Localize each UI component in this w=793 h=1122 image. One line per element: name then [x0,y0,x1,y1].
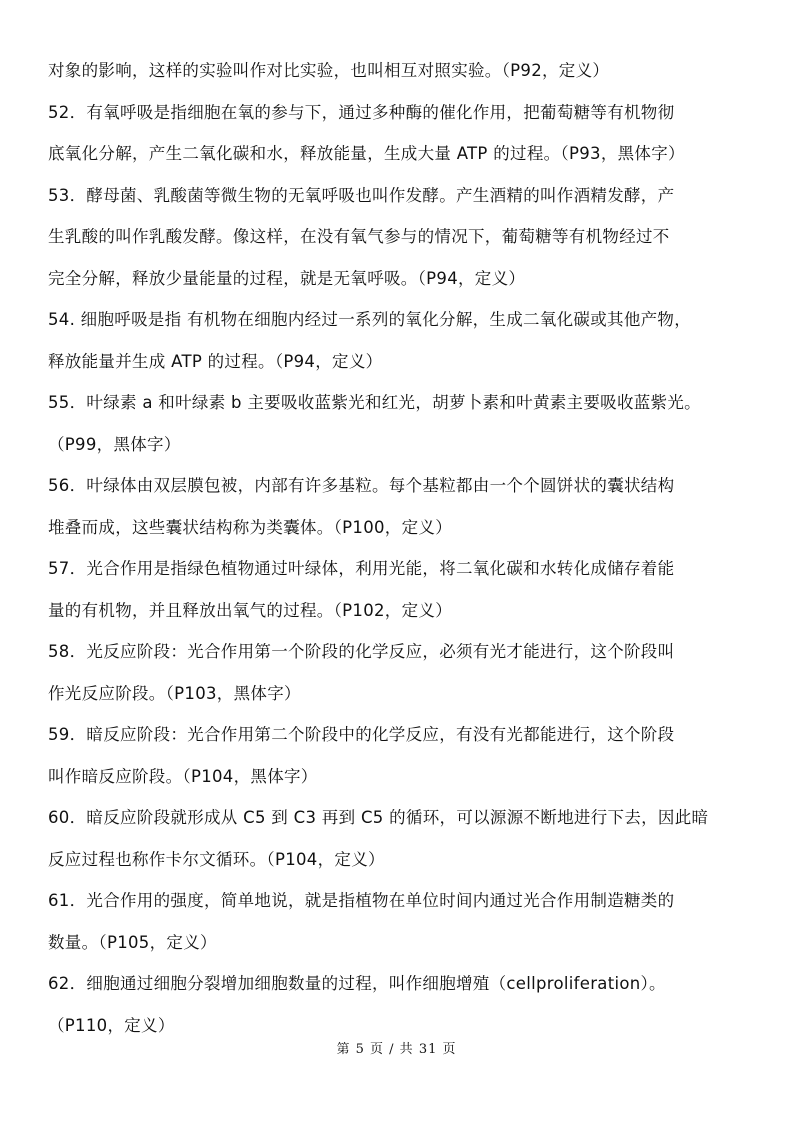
text-line: 52．有氧呼吸是指细胞在氧的参与下，通过多种酶的催化作用，把葡萄糖等有机物彻 [48,102,675,122]
text-line: 54. 细胞呼吸是指 有机物在细胞内经过一系列的氧化分解，生成二氧化碳或其他产物， [48,310,692,329]
text-line: 62．细胞通过细胞分裂增加细胞数量的过程，叫作细胞增殖（cellproliferation）。 [48,974,666,993]
text-line: 完全分解，释放少量能量的过程，就是无氧呼吸。（P94，定义） [48,268,526,288]
text-line: 57．光合作用是指绿色植物通过叶绿体，利用光能，将二氧化碳和水转化成储存着能 [48,559,675,578]
text-line: 55．叶绿素 a 和叶绿素 b 主要吸收蓝紫光和红光，胡萝卜素和叶黄素主要吸收蓝紫光。 [48,393,701,412]
text-line: 58．光反应阶段：光合作用第一个阶段的化学反应，必须有光才能进行，这个阶段叫 [48,642,675,661]
text-line: 数量。（P105，定义） [48,932,217,952]
page-number: 第 5 页 / 共 31 页 [336,1042,457,1057]
text-line: 释放能量并生成 ATP 的过程。（P94，定义） [48,351,383,371]
text-line: 反应过程也称作卡尔文循环。（P104，定义） [48,849,385,869]
text-line: 量的有机物，并且释放出氧气的过程。（P102，定义） [48,600,452,620]
text-line: 作光反应阶段。（P103，黑体字） [48,683,301,703]
text-line: 叫作暗反应阶段。（P104，黑体字） [48,766,318,786]
document-body [48,50,748,1046]
text-line: 底氧化分解，产生二氧化碳和水，释放能量，生成大量 ATP 的过程。（P93，黑体字） [48,144,685,163]
text-line: 生乳酸的叫作乳酸发酵。像这样，在没有氧气参与的情况下，葡萄糖等有机物经过不 [48,227,670,246]
text-line: 61．光合作用的强度，简单地说，就是指植物在单位时间内通过光合作用制造糖类的 [48,891,675,910]
text-line: 对象的影响，这样的实验叫作对比实验，也叫相互对照实验。（P92，定义） [48,61,610,80]
text-line: 60．暗反应阶段就形成从 C5 到 C3 再到 C5 的循环，可以源源不断地进行下去，因此暗 [48,808,709,827]
text-line: 堆叠而成，这些囊状结构称为类囊体。（P100，定义） [48,517,452,537]
text-line: 53．酵母菌、乳酸菌等微生物的无氧呼吸也叫作发酵。产生酒精的叫作酒精发酵，产 [48,185,675,205]
text-line: （P110，定义） [48,1015,175,1035]
text-line: （P99，黑体字） [48,434,181,454]
text-line: 56．叶绿体由双层膜包被，内部有许多基粒。每个基粒都由一个个圆饼状的囊状结构 [48,476,675,495]
text-line: 59．暗反应阶段：光合作用第二个阶段中的化学反应，有没有光都能进行，这个阶段 [48,725,675,744]
